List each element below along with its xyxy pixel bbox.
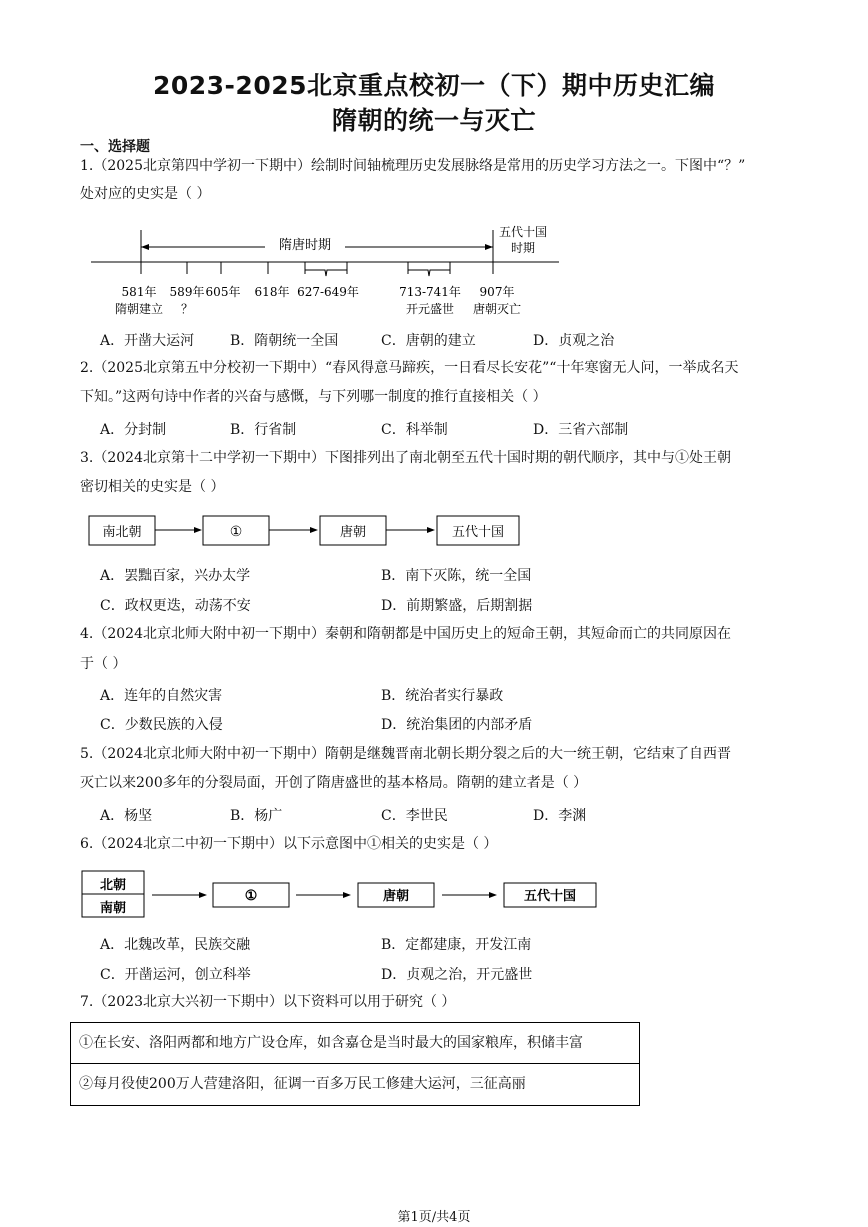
question-3-line-1: 3.（2024北京第十二中学初一下期中）下图排列出了南北朝至五代十国时期的朝代顺序，其中与①处王朝 (80, 450, 731, 466)
q3-option-a: A．罢黜百家，兴办太学 (100, 568, 251, 584)
q1-option-b: B．隋朝统一全国 (230, 333, 339, 349)
question-4-line-2: 于（ ） (80, 656, 127, 672)
flow-q6-box-3: 唐朝 (382, 889, 410, 904)
q5-option-d: D．李渊 (533, 808, 587, 824)
flow-q6-north: 北朝 (99, 878, 127, 893)
flow-q6-box-4: 五代十国 (523, 889, 577, 904)
timeline-year-627: 627-649年 (297, 285, 359, 299)
flow-q6-box-2: ① (244, 888, 258, 904)
q3-option-d: D．前期繁盛，后期割据 (381, 598, 533, 614)
question-6-line-1: 6.（2024北京二中初一下期中）以下示意图中①相关的史实是（ ） (80, 836, 498, 852)
question-1-line-2: 处对应的史实是（ ） (80, 186, 211, 202)
timeline-event-kaiyuan: 开元盛世 (405, 302, 455, 316)
q2-option-a: A．分封制 (100, 422, 167, 438)
q2-option-d: D．三省六部制 (533, 422, 629, 438)
timeline-event-sui-founded: 隋朝建立 (114, 302, 164, 316)
question-5-line-1: 5.（2024北京北师大附中初一下期中）隋朝是继魏晋南北朝长期分裂之后的大一统王朝，它结束了自西晋 (80, 746, 731, 762)
q3-option-c: C．政权更迭，动荡不安 (100, 598, 251, 614)
timeline-end-label-1: 五代十国 (498, 225, 548, 239)
timeline-event-unknown: ？ (180, 302, 194, 316)
q3-option-b: B．南下灭陈，统一全国 (381, 568, 532, 584)
q4-option-a: A．连年的自然灾害 (100, 688, 223, 704)
q6-option-c: C．开凿运河，创立科举 (100, 967, 251, 983)
timeline-year-605: 605年 (205, 285, 241, 299)
q4-option-d: D．统治集团的内部矛盾 (381, 717, 533, 733)
timeline-end-label-2: 时期 (510, 241, 536, 255)
document-title: 2023-2025北京重点校初一（下）期中历史汇编 (152, 71, 716, 100)
q5-option-c: C．李世民 (381, 808, 448, 824)
question-5-line-2: 灭亡以来200多年的分裂局面，开创了隋唐盛世的基本格局。隋朝的建立者是（ ） (80, 775, 588, 791)
question-4-line-1: 4.（2024北京北师大附中初一下期中）秦朝和隋朝都是中国历史上的短命王朝，其短命而亡的共同原因在 (80, 626, 731, 642)
timeline-year-618: 618年 (254, 285, 290, 299)
dynasty-flow-q3 (88, 513, 528, 549)
timeline-year-581: 581年 (121, 285, 157, 299)
page-footer: 第1页/共4页 (397, 1210, 471, 1225)
source-material-row-2: ②每月役使200万人营建洛阳，征调一百多万民工修建大运河，三征高丽 (79, 1076, 526, 1092)
flow-q3-box-1: 南北朝 (102, 525, 142, 540)
q4-option-c: C．少数民族的入侵 (100, 717, 223, 733)
q2-option-b: B．行省制 (230, 422, 297, 438)
dynasty-flow-q6 (80, 868, 600, 920)
timeline-year-589: 589年 (169, 285, 205, 299)
source-material-row-1: ①在长安、洛阳两都和地方广设仓库，如含嘉仓是当时最大的国家粮库，积储丰富 (71, 1023, 639, 1064)
q6-option-d: D．贞观之治，开元盛世 (381, 967, 533, 983)
q5-option-b: B．杨广 (230, 808, 283, 824)
flow-q3-box-3: 唐朝 (339, 525, 367, 540)
timeline-period-label: 隋唐时期 (278, 238, 332, 253)
q1-option-d: D．贞观之治 (533, 333, 615, 349)
q4-option-b: B．统治者实行暴政 (381, 688, 504, 704)
question-1-line-1: 1.（2025北京第四中学初一下期中）绘制时间轴梳理历史发展脉络是常用的历史学习方法之一。下图中“？” (80, 158, 746, 174)
flow-q6-south: 南朝 (99, 901, 127, 916)
timeline-event-tang-fall: 唐朝灭亡 (472, 302, 522, 316)
section-heading: 一、选择题 (80, 139, 150, 155)
question-2-line-1: 2.（2025北京第五中分校初一下期中）“春风得意马蹄疾，一日看尽长安花”“十年寒窗无人问，一举成名天 (80, 360, 739, 376)
question-2-line-2: 下知。”这两句诗中作者的兴奋与感慨，与下列哪一制度的推行直接相关（ ） (80, 389, 547, 405)
q5-option-a: A．杨坚 (100, 808, 153, 824)
question-7-line-1: 7.（2023北京大兴初一下期中）以下资料可以用于研究（ ） (80, 994, 456, 1010)
q1-option-c: C．唐朝的建立 (381, 333, 476, 349)
q1-option-a: A．开凿大运河 (100, 333, 195, 349)
timeline-year-907: 907年 (479, 285, 515, 299)
flow-q3-box-4: 五代十国 (451, 525, 505, 540)
timeline-year-713: 713-741年 (399, 285, 461, 299)
question-3-line-2: 密切相关的史实是（ ） (80, 479, 225, 495)
q6-option-a: A．北魏改革，民族交融 (100, 937, 251, 953)
source-material-table (70, 1022, 640, 1106)
flow-q3-box-2: ① (229, 524, 243, 540)
q2-option-c: C．科举制 (381, 422, 448, 438)
timeline-diagram (85, 218, 565, 323)
document-subtitle: 隋朝的统一与灭亡 (331, 106, 536, 135)
q6-option-b: B．定都建康，开发江南 (381, 937, 532, 953)
